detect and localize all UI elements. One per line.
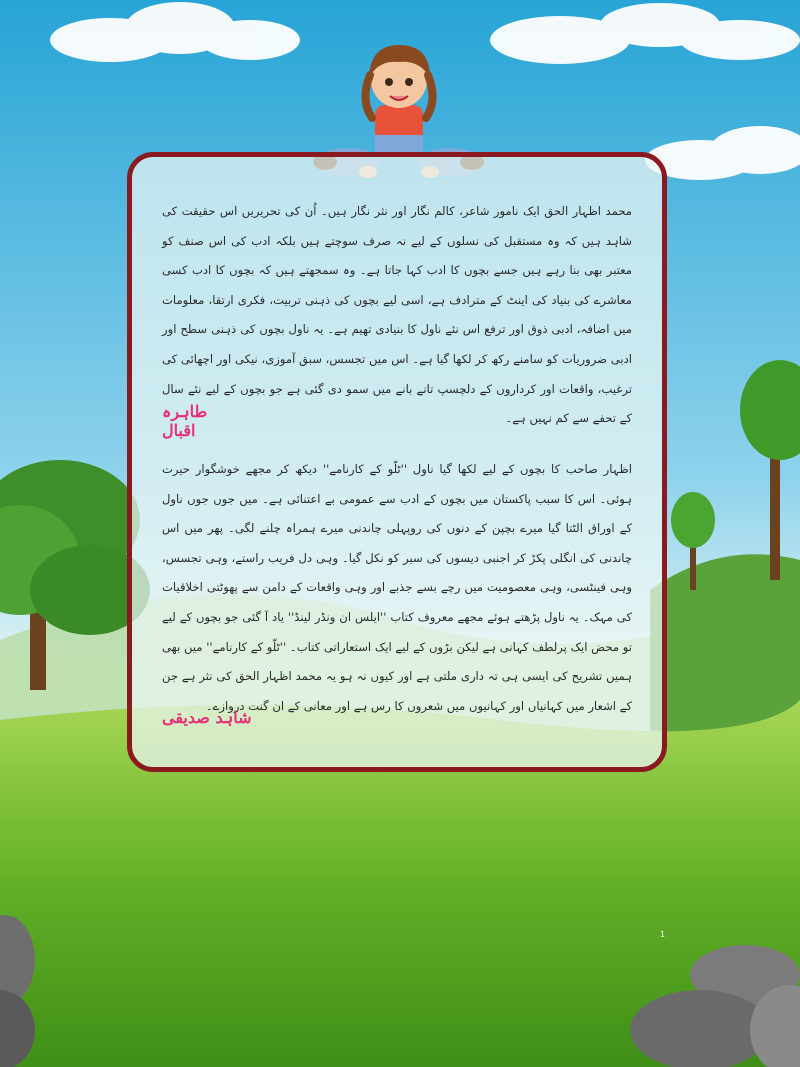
paragraph-1: محمد اظہار الحق ایک نامور شاعر، کالم نگار اور نثر نگار ہیں۔ اُن کی تحریریں اس حقیقت کی شاہد ہیں کہ وہ مستقبل کی نسلوں کے لیے نہ صرف سوچتے ہیں بلکہ ادب کی اس صنف کو معتبر بھی بنا رہے ہیں جسے بچوں کا ادب کہا جاتا ہے۔ وہ سمجھتے ہیں کہ بچوں کا ادب کسی معاشرے کی بنیاد کی اینٹ کے مترادف ہے، اسی لیے بچوں کی ذہنی تربیت، فکری ارتقا، معلومات میں اضافہ، ادبی ذوق اور ترفع اس نئے ناول کا بنیادی تھیم ہے۔ یہ ناول بچوں کی ذہنی سطح اور ادبی ضروریات کو سامنے رکھ کر لکھا گیا ہے۔ اس میں تجسس، سبق آموزی، نیکی اور اچھائی کی ترغیب، واقعات اور کرداروں کے دلچسپ تانے بانے میں سمو دی گئی ہے جو بچوں کے لیے نئے سال کے تحفے سے کم نہیں ہے۔: [162, 204, 632, 426]
page-number: 1: [660, 930, 666, 939]
paragraph-2: اظہار صاحب کا بچوں کے لیے لکھا گیا ناول ''ٹلّو کے کارنامے'' دیکھ کر مجھے خوشگوار حیرت ہوئی۔ اس کا سبب پاکستان میں بچوں کے ادب سے عمومی بے اعتنائی ہے۔ میں جوں جوں ناول کے اوراق الٹتا گیا میرے بچپن کے دنوں کی روپہلی چاندنی میرے ہمراہ چلنے لگی۔ پھر میں اس چاندنی کی انگلی پکڑ کر اجنبی دیسوں کی سیر کو نکل گیا۔ وہی دل فریب راستے، وہی تجسس، وہی فینٹسی، وہی معصومیت میں رچے بسے جذبے اور وہی واقعات کے دامن سے پھوٹتی اخلاقیات کی مہک۔ یہ ناول پڑھتے ہوئے مجھے معروف کتاب ''ایلس ان ونڈر لینڈ'' یاد آ گئی جو بچوں کے لیے تو محض ایک پرلطف کہانی ہے لیکن بڑوں کے لیے ایک استعاراتی کتاب۔ ''ٹلّو کے کارنامے'' میں بھی ہمیں تشریح کی ایسی ہی تہ داری ملتی ہے اور کیوں نہ ہو یہ محمد اظہار الحق کی نثر ہے جن کے اشعار میں کہانیاں اور کہانیوں میں شعروں کا رس ہے اور معانی کے ان گنت دروازے۔: [162, 462, 632, 713]
author-1: طاہرہ اقبال: [162, 402, 208, 440]
author-2: شاہد صدیقی: [162, 708, 252, 727]
